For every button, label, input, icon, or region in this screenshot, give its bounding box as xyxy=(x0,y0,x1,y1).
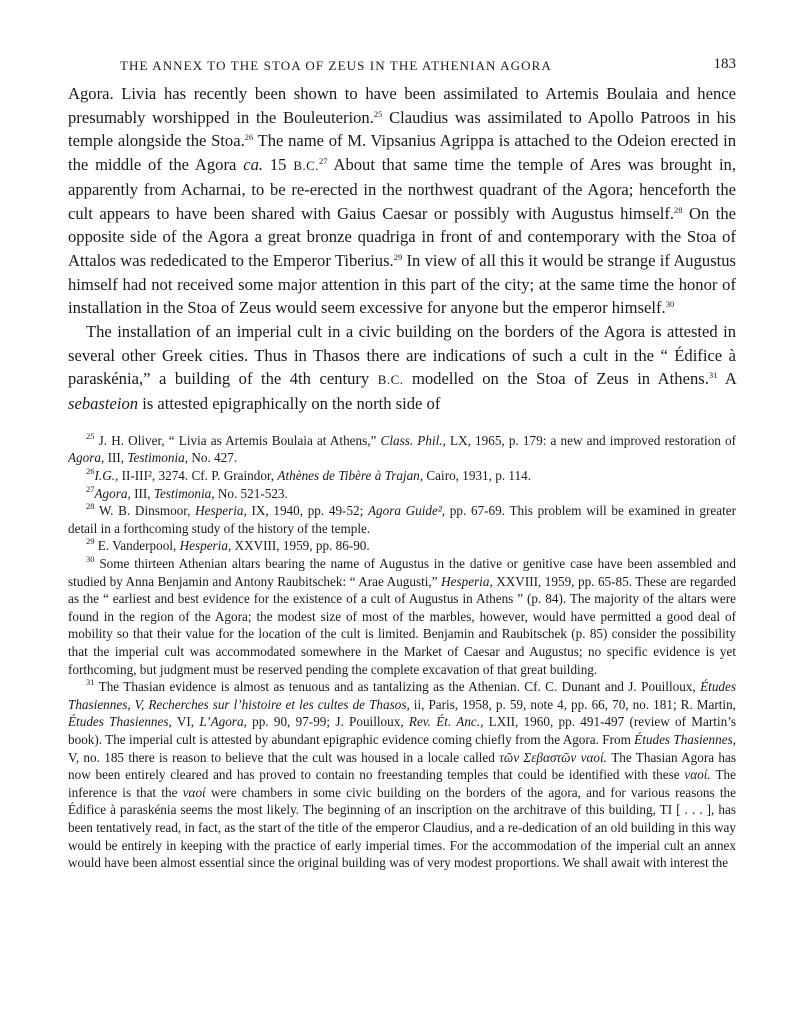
page xyxy=(68,56,736,872)
footnote-ref-29[interactable]: 29 xyxy=(393,251,403,262)
body-text xyxy=(68,82,736,416)
running-header xyxy=(68,56,736,82)
footnote-ref-30[interactable]: 30 xyxy=(665,299,675,310)
footnote-ref-27[interactable]: 27 xyxy=(319,156,328,167)
footnote-25: $^{25}$ J. H. Oliver, “ Livia as Artemis Boulaia at Athens,” Class. Phil., LX, 1965, p. 179: a new and improved restoration of Agora, III, Testimonia, No. 427. xyxy=(68,430,737,466)
footnote-ref-26[interactable]: 26 xyxy=(244,132,254,143)
body-paragraph-1: Agora. Livia has recently been shown to have been assimilated to Artemis Boulaia and hence presumably worshipped in the Bouleuterion.$^{25}$ Claudius was assimilated to Apollo Patroos in his temple alongside the Stoa.$^{26}$ The name of M. Vipsanius Agrippa is attached to the Odeion erected in the middle of the Agora ca. 15 B.C.$^{27}$ About that same time the temple of Ares was brought in, apparently from Acharnai, to be re-erected in the northwest quadrant of the Agora; henceforth the cult appears to have been shared with Gaius Caesar or possibly with Augustus himself.$^{28}$ On the opposite side of the Agora a great bronze quadriga in front of and contemporary with the Stoa of Attalos was rededicated to the Emperor Tiberius.$^{29}$ In view of all this it would be strange if Augustus himself had not received some major attention in this part of the city; at the same time the honor of installation in the Stoa of Zeus would seem excessive for anyone but the emperor himself.$^{30}$ xyxy=(68,84,737,318)
footnote-ref-31[interactable]: 31 xyxy=(708,370,718,381)
page-number: 183 xyxy=(713,56,736,72)
footnote-26: $^{26}$I.G., II-III², 3274. Cf. P. Graindor, Athènes de Tibère à Trajan, Cairo, 1931, p. 114. xyxy=(86,466,532,484)
footnotes xyxy=(68,432,736,872)
footnote-29: $^{29}$ E. Vanderpool, Hesperia, XXVIII, 1959, pp. 86-90. xyxy=(86,536,370,554)
footnote-27: $^{27}$Agora, III, Testimonia, No. 521-523. xyxy=(86,483,288,501)
body-paragraph-2: The installation of an imperial cult in a civic building on the borders of the Agora is attested in several other Greek cities. Thus in Thasos there are indications of such a cult in the “ Édifice à paraskénia,” a building of the 4th century B.C. modelled on the Stoa of Zeus in Athens.$^{31}$ A sebasteion is attested epigraphically on the north side of xyxy=(68,322,736,414)
footnote-ref-25[interactable]: 25 xyxy=(373,108,383,119)
footnote-31: $^{31}$ The Thasian evidence is almost as tenuous and as tantalizing as the Athenian. Cf. C. Dunant and J. Pouilloux, Études Thasiennes, V, Recherches sur l’histoire et les cultes de Thasos, ii, Paris, 1958, p. 59, note 4, pp. 66, 70, no. 181; R. Martin, Études Thasiennes, VI, L’Agora, pp. 90, 97-99; J. Pouilloux, Rev. Ét. Anc., LXII, 1960, pp. 491-497 (review of Martin’s book). The imperial cult is attested by abundant epigraphic evidence coming chiefly from the Agora. From Études Thasiennes, V, no. 185 there is reason to believe that the cult was housed in a locale called τῶν Σεβαστῶν ναοί. The Thasian Agora has now been entirely cleared and has proved to contain no freestanding temples that could be identified with these ναοί. The inference is that the ναοί were chambers in some civic building on the borders of the agora, and for various reasons the Édifice à paraskénia seems the most likely. The beginning of an inscription on the architrave of this building, TI [ . . . ], has been tentatively read, in fact, as the start of the title of the emperor Claudius, and a re-dedication of an old building in this way would be entirely in keeping with the practice of early imperial times. For the accommodation of the imperial cult an annex would have been almost essential since the original building was of very modest proportions. We shall await with interest the xyxy=(68,677,737,871)
running-title: THE ANNEX TO THE STOA OF ZEUS IN THE ATHENIAN AGORA xyxy=(120,58,552,73)
footnote-30: $^{30}$ Some thirteen Athenian altars bearing the name of Augustus in the dative or genitive case have been assembled and studied by Anna Benjamin and Antony Raubitschek: “ Arae Augusti,” Hesperia, XXVIII, 1959, pp. 65-85. These are regarded as the “ earliest and best evidence for the existence of a cult of Augustus in Athens ” (p. 84). The majority of the altars were found in the region of the Agora; the modest size of most of the marbles, however, would have permitted a good deal of mobility so that their value for the location of the cult is limited. Benjamin and Raubitschek (p. 85) consider the possibility that the imperial cult was accommodated somewhere in the Market of Caesar and Augustus; no specific evidence is yet forthcoming, but judgment must be reserved pending the complete excavation of that great building. xyxy=(68,554,737,677)
footnote-28: $^{28}$ W. B. Dinsmoor, Hesperia, IX, 1940, pp. 49-52; Agora Guide², pp. 67-69. This problem will be examined in greater detail in a forthcoming study of the history of the temple. xyxy=(68,501,736,536)
footnote-ref-28[interactable]: 28 xyxy=(674,204,683,215)
